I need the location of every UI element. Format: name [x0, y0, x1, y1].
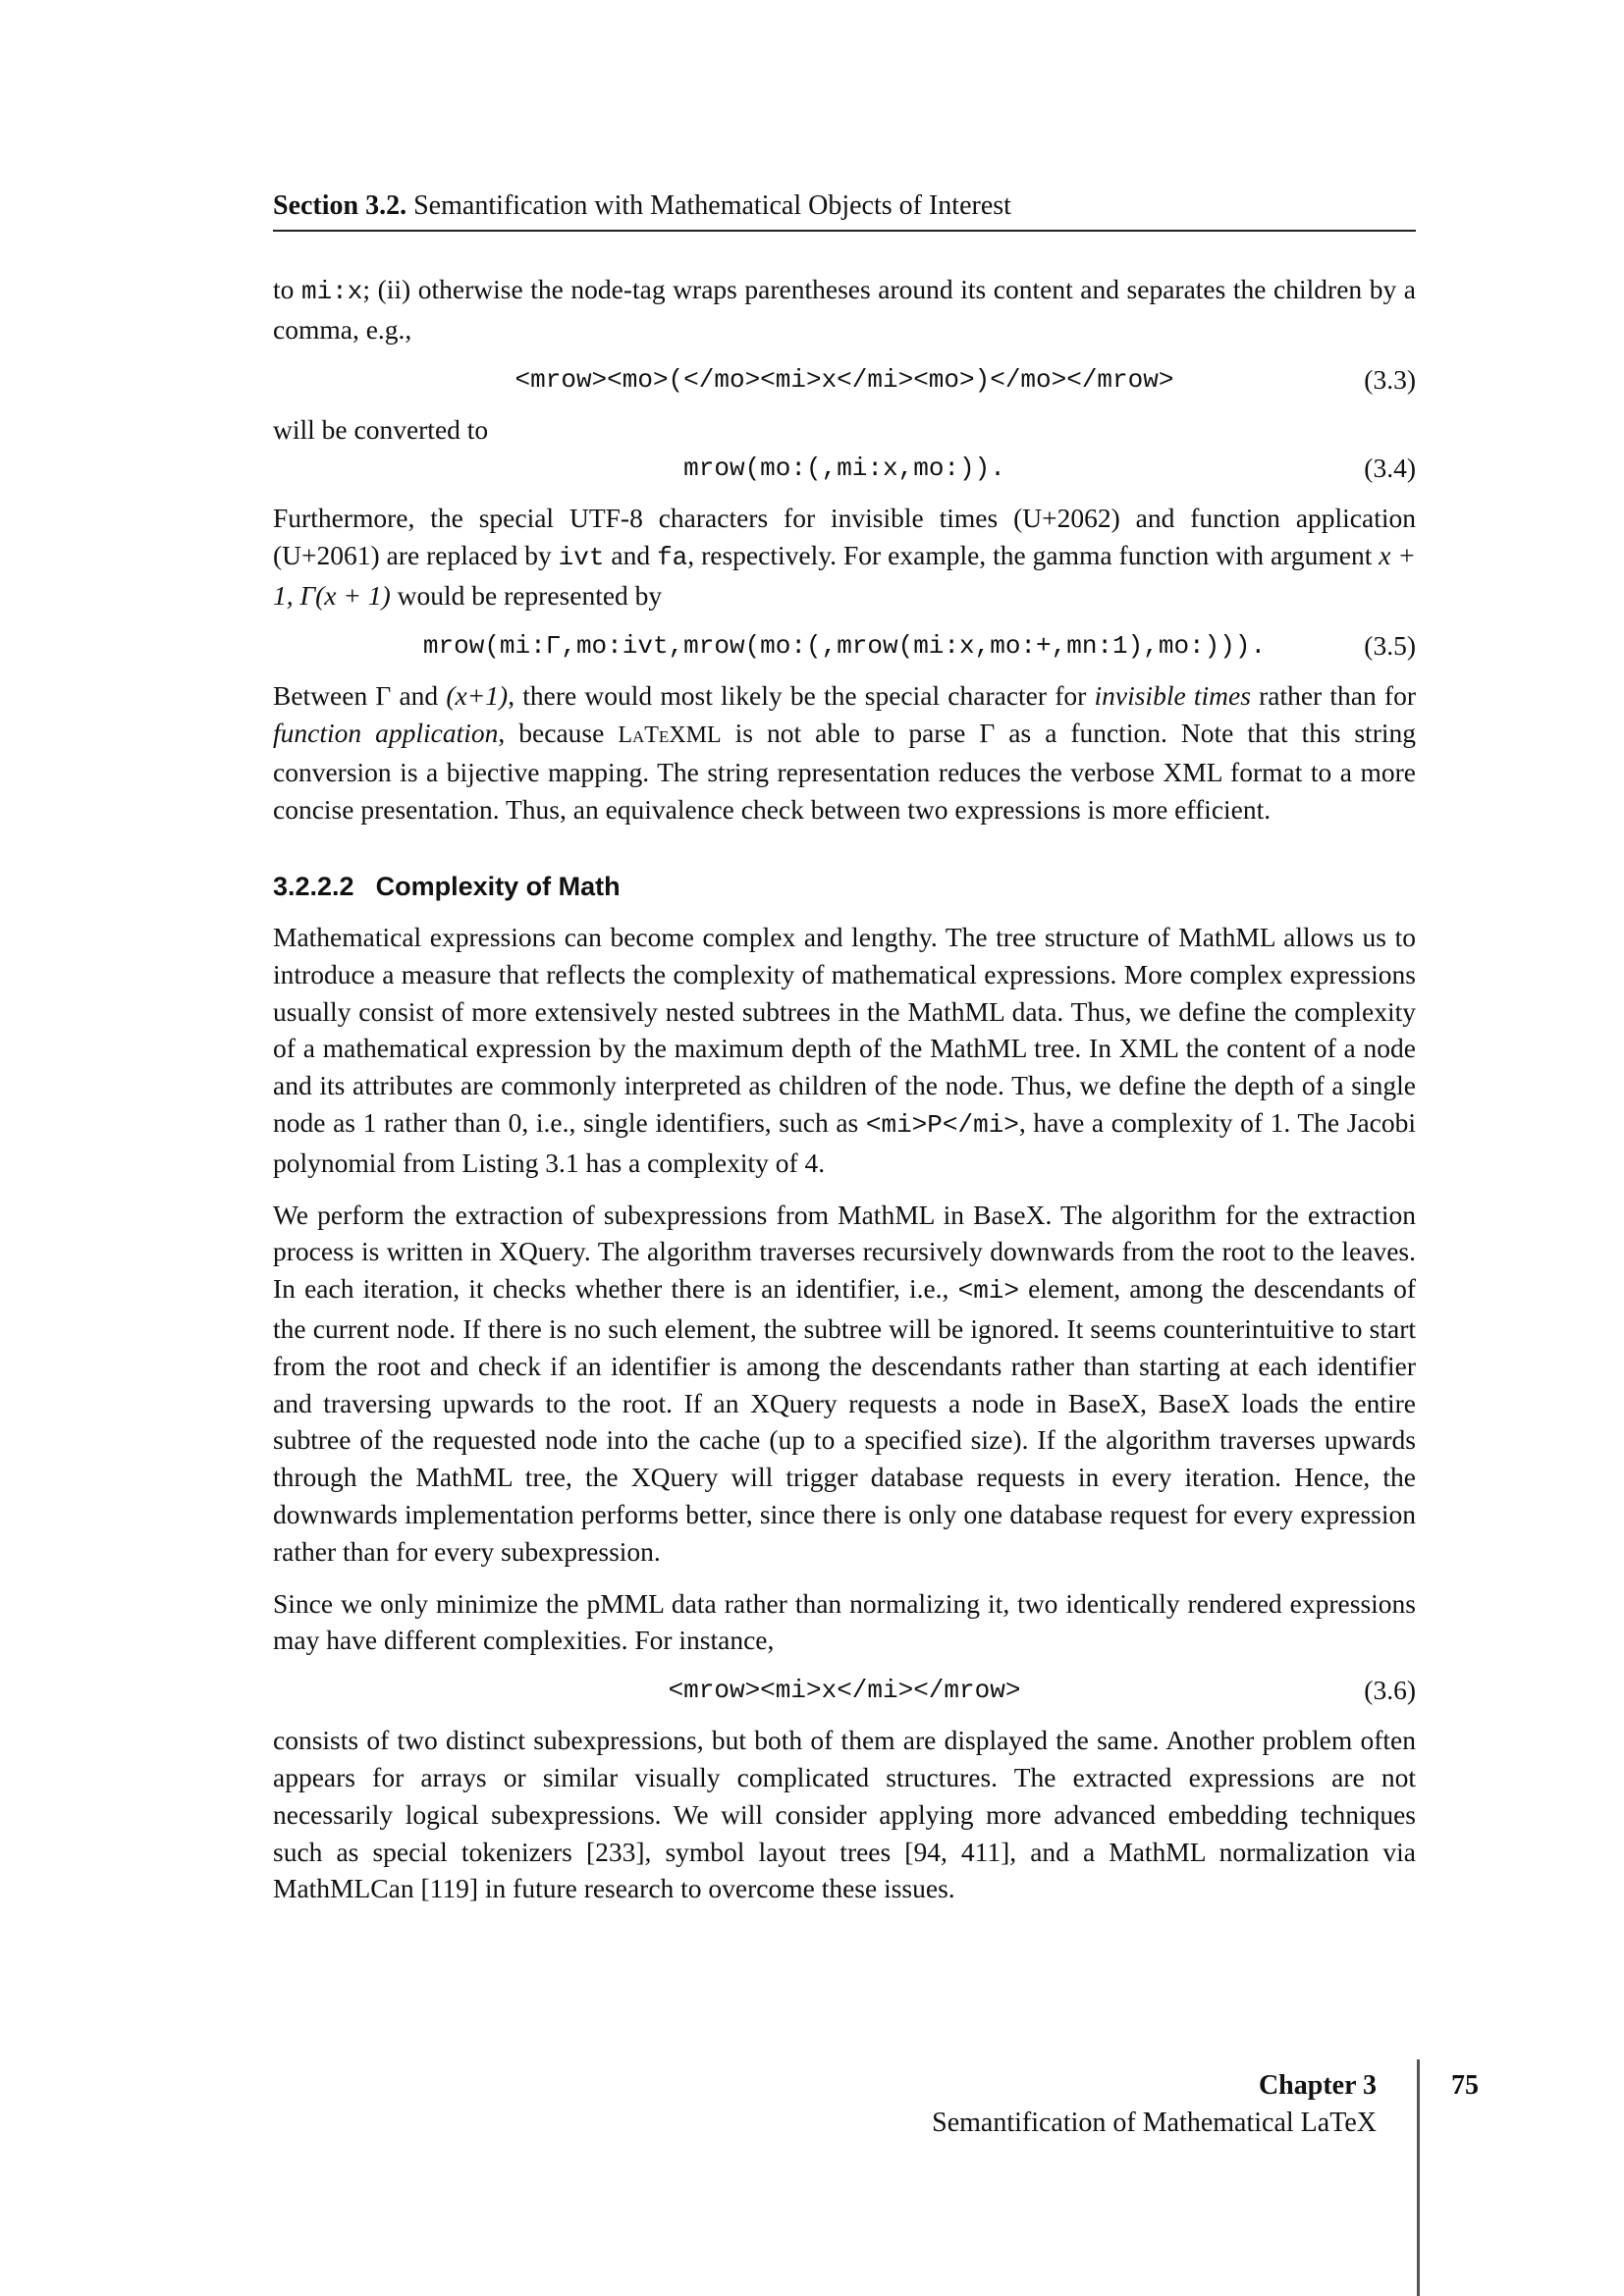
text-run: ; (ii) otherwise the node-tag wraps parentheses around its content and separates the children by a comma, e.g., [273, 274, 1417, 345]
subsection-title: Complexity of Math [375, 871, 621, 901]
emphasis: function application [273, 717, 499, 748]
paragraph: will be converted to [273, 413, 489, 445]
equation-number: (3.5) [1364, 629, 1416, 661]
equation-body: mrow(mo:(,mi:x,mo:)). [683, 454, 1005, 484]
text-run: would be represented by [390, 579, 663, 611]
equation-body: mrow(mi:Γ,mo:ivt,mrow(mo:(,mrow(mi:x,mo:+,mn:1),mo:))). [422, 630, 1267, 661]
equation-number: (3.3) [1364, 363, 1416, 395]
inline-code: ivt [558, 543, 605, 573]
inline-math: x + 1, Γ(x + 1) [273, 540, 1416, 611]
text-run: to [273, 274, 301, 304]
inline-code: mi:x [300, 277, 363, 306]
emphasis: invisible times [1094, 679, 1251, 711]
header-section-label: Section 3.2. [273, 190, 407, 221]
running-header [273, 190, 1416, 232]
equation-number: (3.4) [1364, 453, 1416, 484]
text-run: is not able to parse Γ as a function. Note that this string conversion is a bijective mapping. The string representation reduces the verbose XML format to a more concise presentation. Thus, an equivalence check between two expressions is more efficient. [273, 717, 1416, 826]
text-run: element, among the descendants of the current node. If there is no such element, the subtree will be ignored. It seems counterintuitive to start from the root and check if an identifier is among the descendants rather than starting at each identifier and traversing upwards to the root. If an XQuery requests a node in BaseX, BaseX loads the entire subtree of the requested node into the cache (up to a specified size). If the algorithm traverses upwards through the MathML tree, the XQuery will trigger database requests in every iteration. Hence, the downwards implementation performs better, since there is only one database request for every expression rather than for every subexpression. [273, 1273, 1416, 1567]
paragraph [273, 1197, 1416, 1571]
equation-body: <mrow><mo>(</mo><mi>x</mi><mo>)</mo></mrow> [514, 364, 1174, 395]
text-run: Furthermore, the special UTF-8 characters for invisible times (U+2062) and function application (U+2061) are replaced by [273, 503, 1416, 571]
paragraph [273, 500, 1416, 614]
paragraph [273, 271, 1416, 348]
text-run: and [604, 540, 658, 571]
text-run: Between Γ and [273, 679, 447, 711]
subsection-number: 3.2.2.2 [273, 871, 354, 901]
text-run: , have a complexity of 1. The Jacobi polynomial from Listing 3.1 has a complexity of 4. [273, 1106, 1417, 1178]
equation-body: <mrow><mi>x</mi></mrow> [668, 1676, 1021, 1706]
paragraph: consists of two distinct subexpressions, but both of them are displayed the same. Another problem often appears for arrays or similar visually complicated structures. The extracted expressions are not necessarily logical subexpressions. We will consider applying more advanced embedding techniques such as special tokenizers [233], symbol layout trees [94, 411], and a MathML normalization via MathMLCan [119] in future research to overcome these issues. [273, 1725, 1416, 1904]
text-run: rather than for [1250, 679, 1416, 711]
footer-chapter-title: Semantification of Mathematical LaTeX [932, 2108, 1377, 2138]
inline-code: fa [657, 543, 688, 573]
footer-divider [1417, 2059, 1420, 2296]
equation-3-6 [273, 1672, 1416, 1709]
page-number: 75 [1451, 2070, 1479, 2101]
equation-3-4 [273, 450, 1416, 487]
latexml-logo: LaTeXML [618, 721, 722, 748]
text-run: , respectively. For example, the gamma function with argument [687, 540, 1380, 571]
text-run: Mathematical expressions can become complex and lengthy. The tree structure of MathML allows us to introduce a measure that reflects the complexity of mathematical expressions. More complex expressions usually consist of more extensively nested subtrees in the MathML data. Thus, we define the complexity of a mathematical expression by the maximum depth of the MathML tree. In XML the content of a node and its attributes are commonly interpreted as children of the node. Thus, we define the depth of a single node as 1 rather than 0, i.e., single identifiers, such as [273, 921, 1416, 1138]
paragraph [273, 677, 1416, 828]
text-run: , because [498, 717, 619, 748]
equation-number: (3.6) [1364, 1675, 1416, 1706]
body-text [273, 271, 1416, 1907]
equation-3-3 [273, 361, 1416, 399]
page-footer [844, 2067, 1377, 2142]
paragraph [273, 919, 1416, 1182]
text-run: We perform the extraction of subexpressions from MathML in BaseX. The algorithm for the extraction process is written in XQuery. The algorithm traverses recursively downwards from the root to the leaves. In each iteration, it checks whether there is an identifier, i.e., [273, 1199, 1416, 1305]
header-section-title: Semantification with Mathematical Objects of Interest [413, 190, 1011, 221]
equation-3-5 [273, 627, 1416, 665]
footer-chapter: Chapter 3 [1258, 2070, 1377, 2101]
inline-math: (x+1) [446, 679, 509, 711]
paragraph: Since we only minimize the pMML data rather than normalizing it, two identically rendered expressions may have different complexities. For instance, [273, 1587, 1416, 1656]
subsection-heading [273, 868, 1416, 905]
text-run: , there would most likely be the special character for [508, 679, 1095, 711]
inline-code: <mi> [957, 1276, 1020, 1307]
inline-code: <mi>P</mi> [865, 1109, 1019, 1140]
